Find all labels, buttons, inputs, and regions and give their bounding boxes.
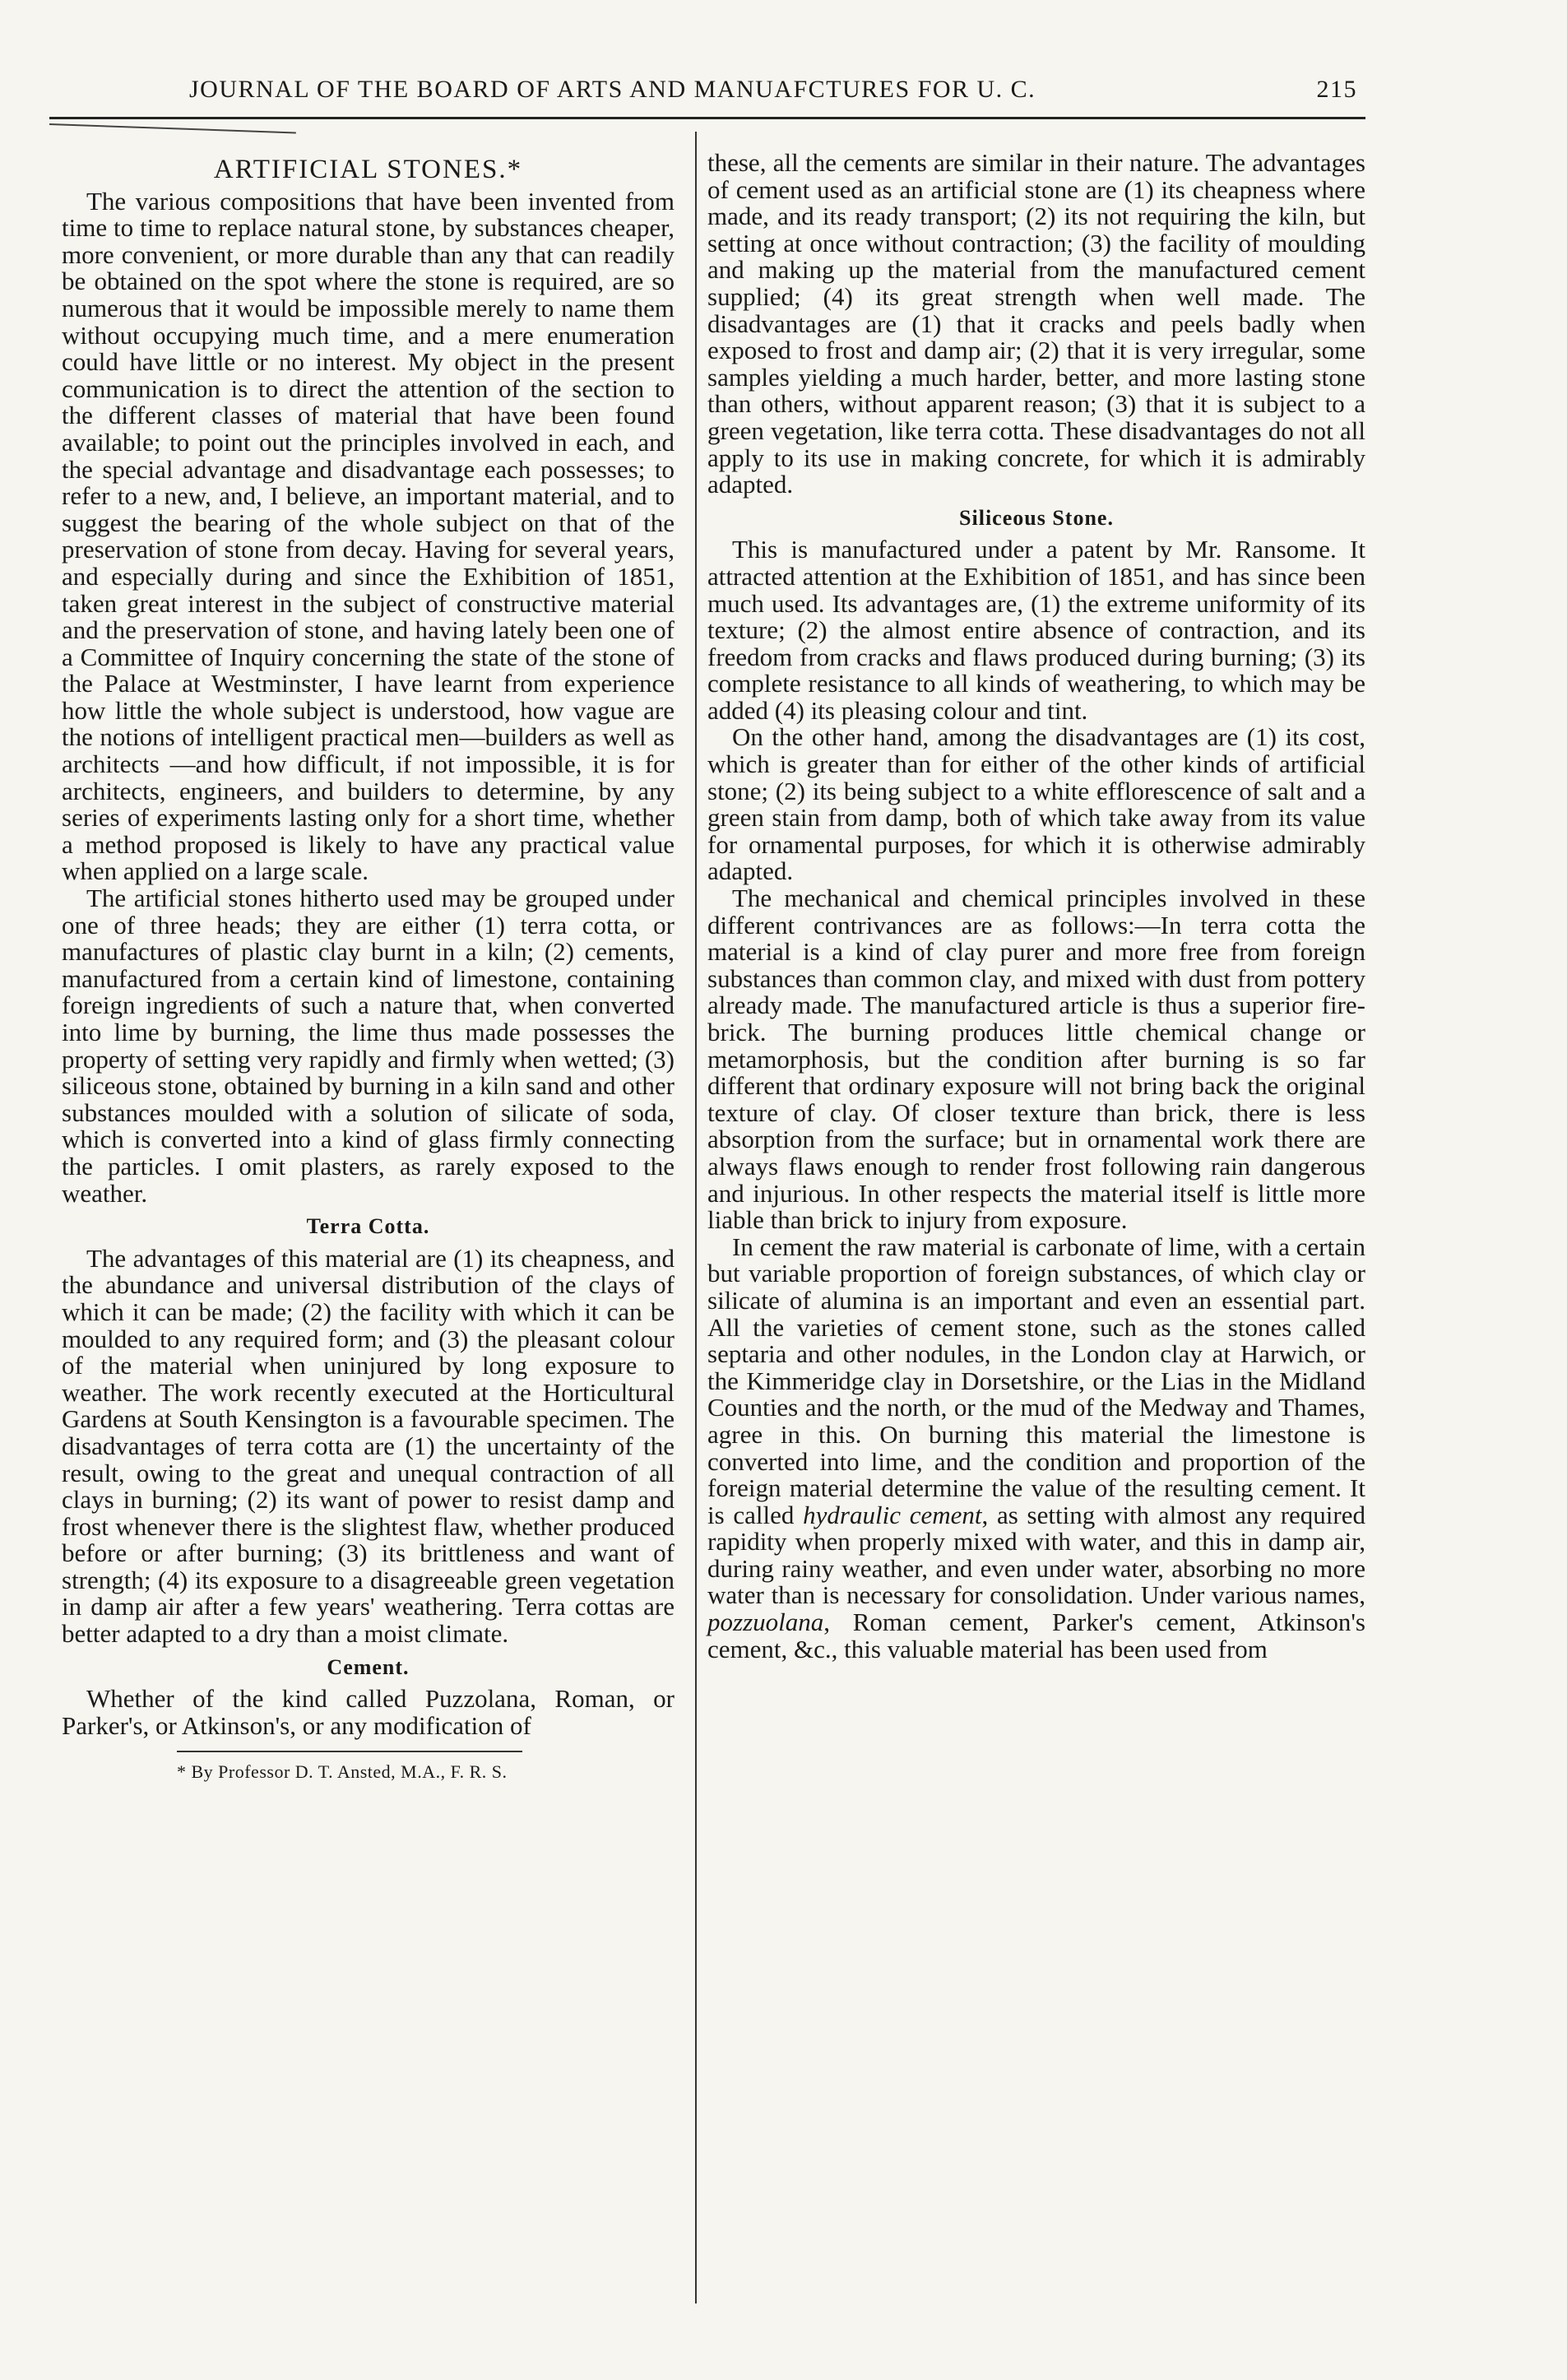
header-rule bbox=[49, 117, 1365, 119]
hydraulic-term: hydraulic cement bbox=[803, 1500, 982, 1529]
intro-paragraph: The various compositions that have been invented from time to time to replace natural stone, by substances cheaper, more convenient, or more durable than any that can readily be obtained on the spot where the stone is required, are so numerous that it would be impossible merely to name them without occupying much time, and a mere enumeration could have little or no interest. My object in the present communication is to direct the attention of the section to the different classes of material that have been found available; to point out the principles involved in each, and the special advantage and disadvantage each possesses; to refer to a new, and, I believe, an important material, and to suggest the bearing of the whole subject on that of the preservation of stone from decay. Having for several years, and especially during and since the Exhibition of 1851, taken great interest in the subject of constructive material and the preservation of stone, and having lately been one of a Committee of Inquiry concerning the state of the stone of the Palace at Westminster, I have learnt from experience how little the whole subject is understood, how vague are the notions of intelligent practical men—builders as well as architects —and how difficult, if not impossible, it is for architects, engineers, and builders to determine, by any series of experiments lasting only for a short time, whether a method proposed is likely to have any practical value when applied on a large scale. bbox=[62, 186, 675, 886]
article-title: ARTIFICIAL STONES.* bbox=[213, 155, 523, 184]
footnote-rule bbox=[177, 1751, 522, 1752]
cement-heading: Cement. bbox=[327, 1654, 410, 1679]
classification-paragraph: The artificial stones hitherto used may be grouped under one of three heads; they are either (1) terra cotta, or manufactures of plastic clay burnt in a kiln; (2) cements, manufactured from a certain kind of limestone, containing foreign ingredients of such a nature that, when converted into lime by burning, the lime thus made possesses the property of setting very rapidly and firmly when wetted; (3) siliceous stone, obtained by burning in a kiln sand and other substances moulded with a solution of silicate of soda, which is converted into a kind of glass firmly connecting the particles. I omit plasters, as rarely exposed to the weather. bbox=[62, 884, 675, 1208]
cement-paragraph-start: Whether of the kind called Puzzolana, Roman, or Parker's, or Atkinson's, or any modification of bbox=[62, 1684, 675, 1740]
principles-paragraph: The mechanical and chemical principles involved in these different contrivances are as follows:—In terra cotta the material is a kind of clay purer and more free from foreign substances than common clay, and mixed with dust from pottery already made. The manufactured article is thus a superior fire-brick. The burning produces little chemical change or metamorphosis, but the condition after burning is so far different that ordinary exposure will not bring back the original texture of clay. Of closer texture than brick, there is less absorption from the surface; but in ornamental work there are always flaws enough to render frost following rain dangerous and injurious. In other respects the material itself is little more liable than brick to injury from exposure. bbox=[707, 884, 1365, 1235]
hydraulic-text-c: , Roman cement, Parker's cement, Atkinson's cement, &c., this valuable material has been used from bbox=[707, 1608, 1365, 1663]
siliceous-heading: Siliceous Stone. bbox=[959, 505, 1114, 530]
pozzolana-term: pozzuolana bbox=[707, 1608, 824, 1637]
terra-cotta-paragraph: The advantages of this material are (1) its cheapness, and the abundance and universal distribution of the clays of which it can be made; (2) the facility with which it can be moulded to any required form; and (3) the pleasant colour of the material when uninjured by long exposure to weather. The work recently executed at the Horticultural Gardens at South Kensington is a favourable specimen. The disadvantages of terra cotta are (1) the uncertainty of the result, owing to the great and unequal contraction of all clays in burning; (2) its want of power to resist damp and frost whenever there is the slightest flaw, whether produced before or after burning; (3) its brittleness and want of strength; (4) its exposure to a disagreeable green vegetation in damp air after a few years' weathering. Terra cottas are better adapted to a dry than a moist climate. bbox=[62, 1243, 675, 1649]
hydraulic-text-a: In cement the raw material is carbonate of lime, with a certain but variable proportion of foreign substances, of which clay or silicate of alumina is an important and even an essential part. All the varieties of cement stone, such as the stones called septaria and other nodules, in the London clay at Harwich, or the Kimmeridge clay in Dorsetshire, or the Lias in the Midland Counties and the north, or the mud of the Medway and Thames, agree in this. On burning this material the limestone is converted into lime, and the condition and proportion of the foreign material determine the value of the resulting cement. It is called bbox=[707, 1232, 1365, 1529]
cement-paragraph-continued: these, all the cements are similar in their nature. The advantages of cement used as an artificial stone are (1) its cheapness where made, and its ready transport; (2) its not requiring the kiln, but setting at once without contraction; (3) the facility of moulding and making up the material from the manufactured cement supplied; (4) its great strength when well made. The disadvantages are (1) that it cracks and peels badly when exposed to frost and damp air; (2) that it is very irregular, some samples yielding a much harder, better, and more lasting stone than others, without apparent reason; (3) that it is subject to a green vegetation, like terra cotta. These disadvantages do not all apply to its use in making concrete, for which it is admirably adapted. bbox=[707, 148, 1365, 499]
journal-title: JOURNAL OF THE BOARD OF ARTS AND MANUAFCTURES FOR U. C. bbox=[189, 76, 1036, 103]
running-head bbox=[189, 76, 1357, 104]
author-footnote: * By Professor D. T. Ansted, M.A., F. R. S. bbox=[177, 1761, 508, 1783]
header-rule-curl bbox=[49, 123, 296, 133]
right-column bbox=[707, 150, 1365, 1663]
siliceous-paragraph: This is manufactured under a patent by Mr. Ransome. It attracted attention at the Exhibition of 1851, and has since been much used. Its advantages are, (1) the extreme uniformity of its texture; (2) the almost entire absence of contraction, and its freedom from cracks and flaws produced during burning; (3) its complete resistance to all kinds of weathering, to which may be added (4) its pleasing colour and tint. bbox=[707, 535, 1365, 725]
disadvantages-paragraph: On the other hand, among the disadvantages are (1) its cost, which is greater than for either of the other kinds of artificial stone; (2) its being subject to a white efflorescence of salt and a green stain from damp, both of which take away from its value for ornamental purposes, for which it is otherwise admirably adapted. bbox=[707, 722, 1365, 886]
terra-cotta-heading: Terra Cotta. bbox=[306, 1214, 430, 1239]
left-column bbox=[62, 156, 675, 1786]
page-number: 215 bbox=[1316, 76, 1357, 103]
hydraulic-paragraph bbox=[707, 1234, 1365, 1663]
hydraulic-text-b: , as setting with almost any required rapidity when properly mixed with water, and this in damp air, during rainy weather, and even under water, absorbing no more water than is necessary for consolidation. Under various names, bbox=[707, 1500, 1365, 1610]
column-divider bbox=[695, 132, 697, 2303]
